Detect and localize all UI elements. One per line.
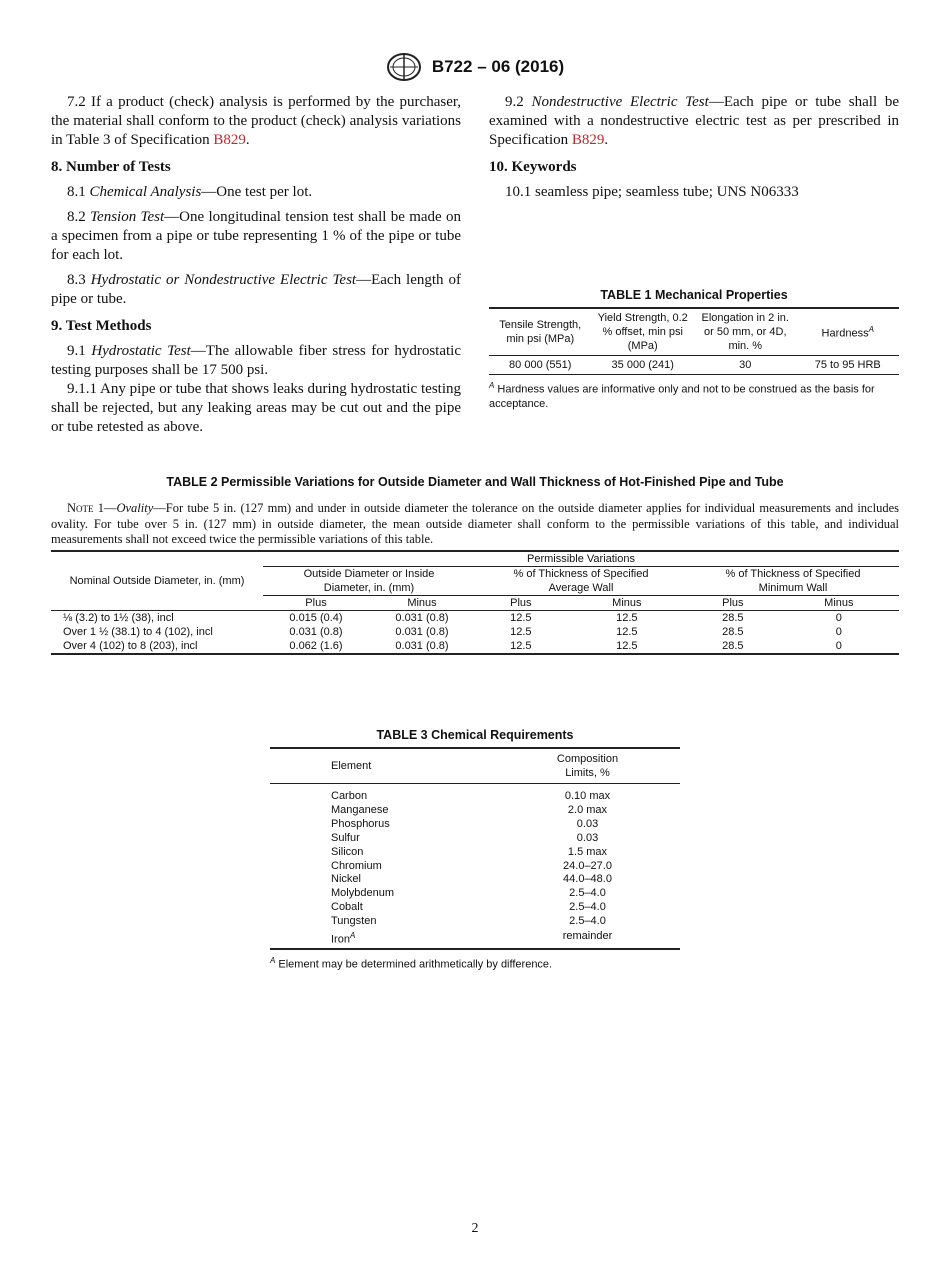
table-row: [270, 784, 680, 804]
table-header: Minus: [567, 596, 687, 611]
table-cell: remainder: [562, 930, 613, 943]
table-cell: Over 4 (102) to 8 (203), incl: [63, 640, 198, 652]
table-2: [51, 550, 899, 655]
table-header: Yield Strength, 0.2 % offset, min psi (MPa): [592, 308, 695, 356]
paragraph-8-2: 8.2 Tension Test—One longitudinal tension test shall be made on a specimen from a pipe or tube representing 1 % of the pipe or tube for each lot.: [51, 209, 461, 263]
page-number: 2: [471, 1221, 479, 1236]
right-column: [489, 93, 899, 208]
table-cell: 0.10 max: [564, 790, 611, 802]
paragraph-9-1-1: 9.1.1 Any pipe or tube that shows leaks during hydrostatic testing shall be rejected, but any leaking areas may be cut out and the pipe or tube retested as above.: [51, 381, 461, 435]
table-header: % of Thickness of Specified Minimum Wall: [687, 567, 899, 596]
table-cell: Over 1 ½ (38.1) to 4 (102), incl: [63, 626, 213, 638]
table-cell: ⅛ (3.2) to 1½ (38), incl: [63, 612, 174, 624]
table-header: Hardness$^A$: [797, 308, 900, 356]
table-1-caption: TABLE 1 Mechanical Properties: [600, 288, 788, 302]
table-cell: 28.5: [722, 612, 744, 624]
table-cell: 0.031 (0.8): [395, 612, 449, 624]
table-cell: 2.5–4.0: [569, 901, 606, 914]
table-cell: 0.031 (0.8): [395, 640, 449, 652]
table-cell: 0.031 (0.8): [395, 626, 449, 638]
ref-b829-link[interactable]: B829: [571, 132, 605, 148]
section-8-heading: 8. Number of Tests: [51, 159, 171, 175]
table-cell: 0.03: [576, 817, 599, 830]
table-header: Elongation in 2 in. or 50 mm, or 4D, min. %: [694, 308, 797, 356]
mechanical-properties-table: [489, 307, 899, 375]
table-cell: 0.015 (0.4): [289, 612, 343, 624]
table-row: [270, 860, 680, 874]
table-header: Nominal Outside Diameter, in. (mm): [51, 551, 263, 611]
table-cell: Tungsten: [331, 915, 377, 928]
table-row: [270, 818, 680, 832]
table-header: Composition Limits, %: [533, 748, 680, 784]
table-cell: Cobalt: [331, 901, 363, 914]
table-cell: 0.062 (1.6): [289, 640, 343, 652]
table-row: [270, 901, 680, 915]
left-column: [51, 93, 461, 443]
table-row: [270, 873, 680, 887]
table-cell: 0: [835, 612, 842, 624]
table-cell: 12.5: [510, 640, 532, 652]
table-2-caption: TABLE 2 Permissible Variations for Outside Diameter and Wall Thickness of Hot-Finished Pipe and Tube: [166, 475, 784, 489]
table-cell: 44.0–48.0: [563, 873, 612, 886]
table-cell: 2.0 max: [567, 803, 608, 816]
table-header: Plus: [475, 596, 567, 611]
table-header: Outside Diameter or Inside Diameter, in. (mm): [263, 567, 475, 596]
paragraph-8-3: 8.3 Hydrostatic or Nondestructive Electric Test—Each length of pipe or tube.: [51, 272, 462, 307]
chemical-requirements-table: [270, 747, 680, 950]
table-cell: Silicon: [331, 845, 364, 858]
table-row: [489, 356, 899, 375]
section-10-heading: 10. Keywords: [489, 159, 577, 175]
table-cell: 12.5: [616, 640, 638, 652]
table-3-caption: TABLE 3 Chemical Requirements: [376, 728, 574, 742]
table-cell: Manganese: [331, 803, 389, 816]
table-header: Plus: [687, 596, 779, 611]
table-row: [270, 832, 680, 846]
table-header: Plus: [263, 596, 369, 611]
table-1-footnote: $^A$ Hardness values are informative only and not to be construed as the basis for acceptance.: [489, 381, 875, 410]
table-row: [270, 846, 680, 860]
table-row: [51, 639, 899, 654]
table-cell: 0.03: [576, 831, 599, 844]
table-cell: 24.0–27.0: [563, 859, 612, 872]
table-1: [489, 288, 899, 411]
table-cell: 0.031 (0.8): [289, 626, 343, 638]
table-header: Element: [270, 748, 533, 784]
table-cell: Molybdenum: [331, 887, 394, 900]
table-header: Tensile Strength, min psi (MPa): [489, 308, 592, 356]
permissible-variations-table: [51, 550, 899, 655]
table-cell: Phosphorus: [331, 817, 390, 830]
table-cell: 12.5: [510, 626, 532, 638]
table-cell: Chromium: [331, 859, 382, 872]
table-3-footnote: $^A$ Element may be determined arithmetically by difference.: [270, 955, 553, 971]
table-cell: 2.5–4.0: [569, 887, 606, 900]
table-2-note: Note 1—Ovality—For tube 5 in. (127 mm) and under in outside diameter the tolerance on the outside diameter applies for individual measurements and includes ovality. For tube over 5 in. (127 mm) in outside diameter, the mean outside diameter shall conform to the permissible variations of this table, and individual measurements shall not exceed twice the permissible variations of this table.: [51, 501, 899, 546]
table-cell: 0: [835, 626, 842, 638]
table-cell: 0: [835, 640, 842, 652]
table-cell: Nickel: [331, 873, 361, 886]
paragraph-7-2: 7.2 If a product (check) analysis is performed by the purchaser, the material shall conform to the product (check) analysis variations in Table 3 of Specification B829.: [51, 94, 461, 148]
table-row: [270, 929, 680, 949]
table-row: [270, 915, 680, 929]
table-cell: 30: [739, 359, 752, 371]
ref-b829-link[interactable]: B829: [213, 132, 246, 148]
table-row: [270, 887, 680, 901]
paragraph-8-1: 8.1 Chemical Analysis—One test per lot.: [67, 184, 313, 200]
paragraph-9-2: 9.2 Nondestructive Electric Test—Each pipe or tube shall be examined with a nondestructive electric test as per prescribed in Specification B829.: [489, 94, 899, 148]
table-cell: 80 000 (551): [509, 359, 572, 371]
table-cell: Carbon: [331, 790, 368, 802]
table-cell: Iron$^A$: [331, 931, 356, 946]
paragraph-9-1: 9.1 Hydrostatic Test—The allowable fiber stress for hydrostatic testing purposes shall be 17 500 psi.: [51, 343, 461, 378]
table-3: [270, 728, 680, 971]
table-cell: 1.5 max: [567, 845, 608, 858]
page-header: [0, 52, 950, 82]
table-row: [51, 611, 899, 626]
section-9-heading: 9. Test Methods: [51, 318, 152, 334]
astm-logo-icon: [386, 52, 422, 82]
table-row: [270, 804, 680, 818]
table-cell: 28.5: [722, 640, 744, 652]
paragraph-10-1: 10.1 seamless pipe; seamless tube; UNS N06333: [505, 184, 799, 200]
table-header: Minus: [369, 596, 475, 611]
table-cell: 12.5: [616, 612, 638, 624]
table-row: [51, 625, 899, 639]
table-cell: 28.5: [722, 626, 744, 638]
table-cell: 35 000 (241): [611, 359, 674, 371]
document-designation: B722 – 06 (2016): [431, 57, 565, 76]
table-header: Permissible Variations: [263, 551, 899, 567]
table-cell: 12.5: [510, 612, 532, 624]
table-header: Minus: [779, 596, 899, 611]
table-cell: 12.5: [616, 626, 638, 638]
table-header: % of Thickness of Specified Average Wall: [475, 567, 687, 596]
table-cell: 75 to 95 HRB: [814, 359, 881, 371]
table-cell: 2.5–4.0: [569, 915, 606, 928]
table-cell: Sulfur: [331, 831, 360, 844]
